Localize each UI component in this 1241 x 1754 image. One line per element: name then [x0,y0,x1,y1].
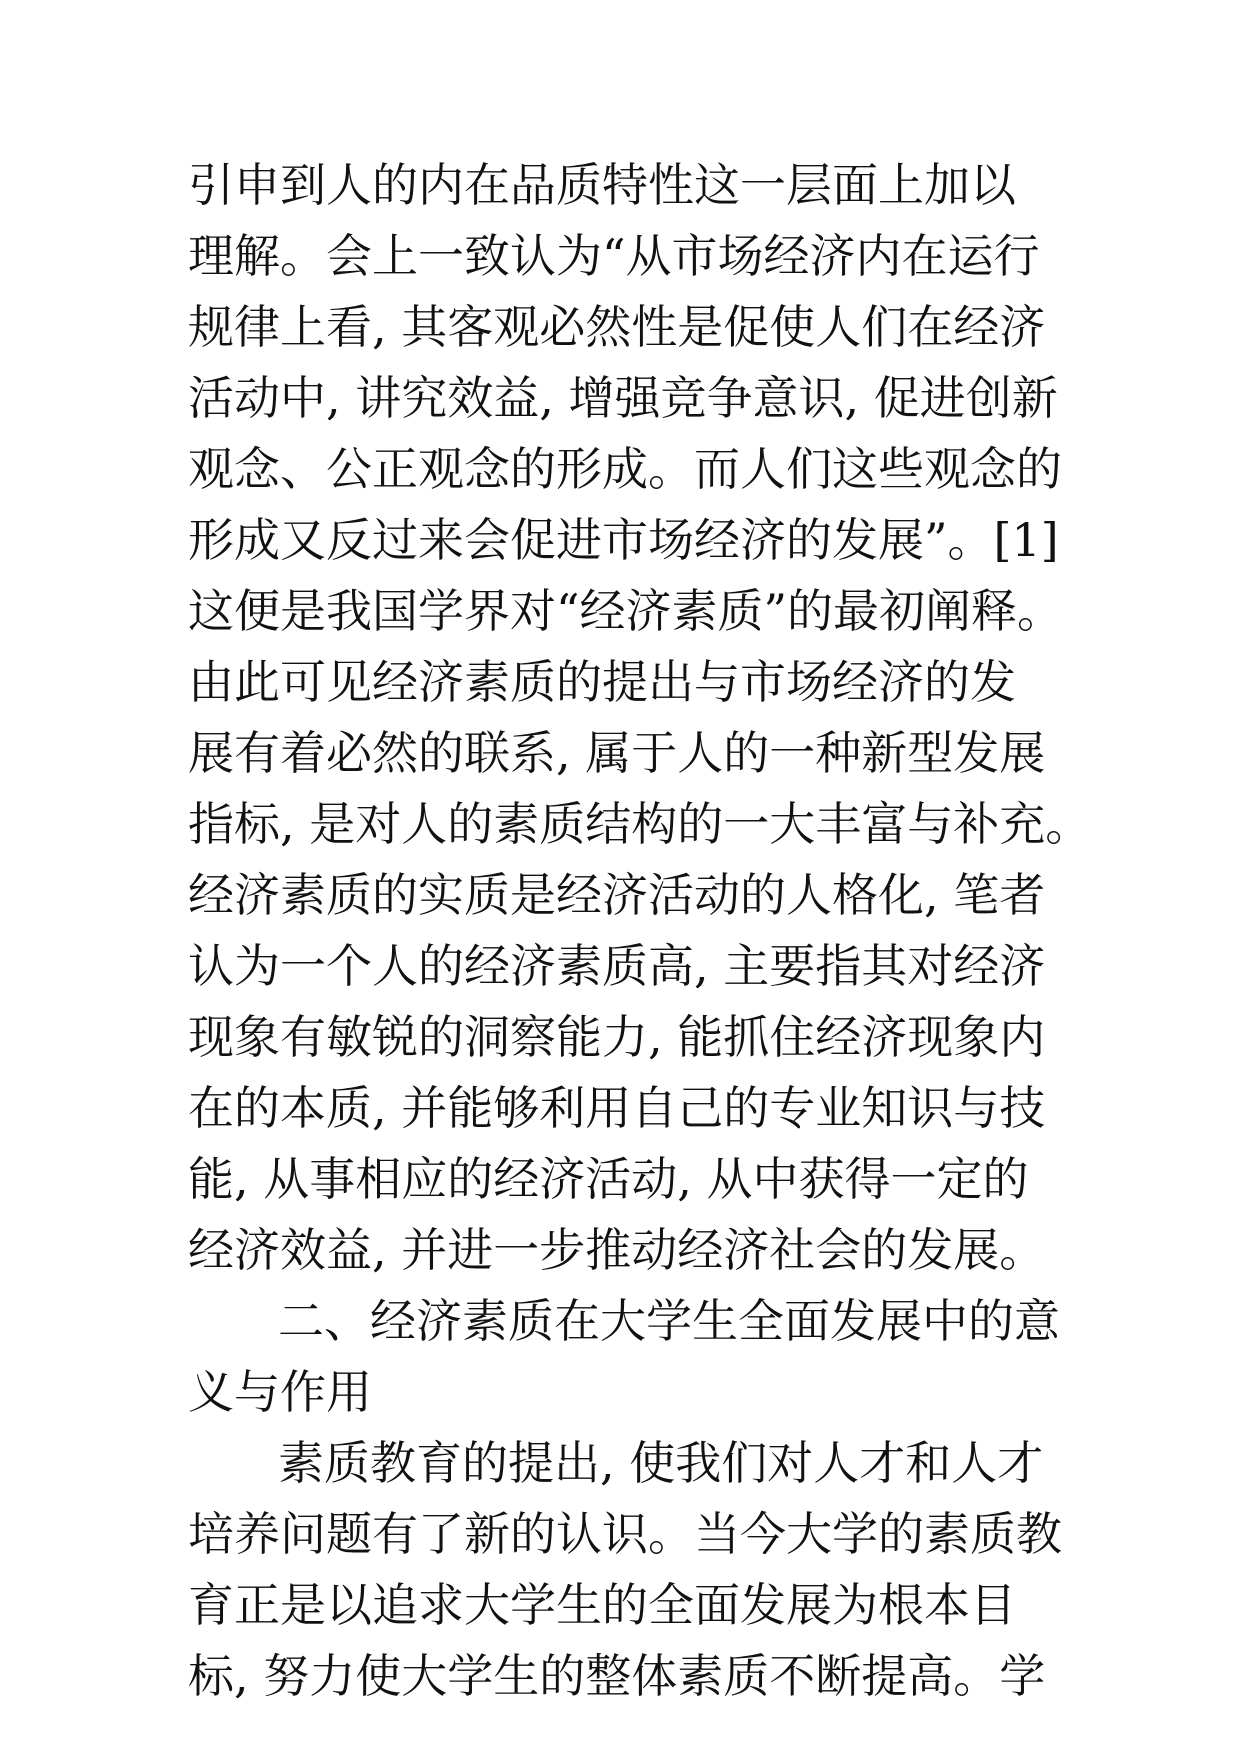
section-heading-line: 二、经济素质在大学生全面发展中的意 [278,1294,1060,1348]
section-heading-line: 义与作用 [188,1365,372,1419]
text-line: 经济效益, 并进一步推动经济社会的发展。 [188,1223,1046,1277]
text-line: 育正是以追求大学生的全面发展为根本目 [188,1578,1016,1632]
text-line: 展有着必然的联系, 属于人的一种新型发展 [188,726,1046,780]
text-line: 标, 努力使大学生的整体素质不断提高。学 [188,1649,1046,1703]
text-line: 这便是我国学界对“经济素质”的最初阐释。 [188,584,1064,638]
text-line: 活动中, 讲究效益, 增强竞争意识, 促进创新 [188,371,1058,425]
body-text [188,150,1092,1712]
text-line: 在的本质, 并能够利用自己的专业知识与技 [188,1081,1046,1135]
paragraph-start-line: 素质教育的提出, 使我们对人才和人才 [278,1436,1044,1490]
text-line: 能, 从事相应的经济活动, 从中获得一定的 [188,1152,1029,1206]
text-line: 规律上看, 其客观必然性是促使人们在经济 [188,300,1046,354]
text-line: 经济素质的实质是经济活动的人格化, 笔者 [188,868,1046,922]
text-line: 指标, 是对人的素质结构的一大丰富与补充。 [188,797,1092,851]
text-line: 认为一个人的经济素质高, 主要指其对经济 [188,939,1046,993]
text-line: 由此可见经济素质的提出与市场经济的发 [188,655,1016,709]
text-line: 现象有敏锐的洞察能力, 能抓住经济现象内 [188,1010,1046,1064]
text-line: 观念、公正观念的形成。而人们这些观念的 [188,442,1062,496]
text-line: 理解。会上一致认为“从市场经济内在运行 [188,229,1040,283]
text-line: 引申到人的内在品质特性这一层面上加以 [188,158,1016,212]
text-line: 培养问题有了新的认识。当今大学的素质教 [188,1507,1062,1561]
text-line: 形成又反过来会促进市场经济的发展”。[1] [188,513,1059,567]
